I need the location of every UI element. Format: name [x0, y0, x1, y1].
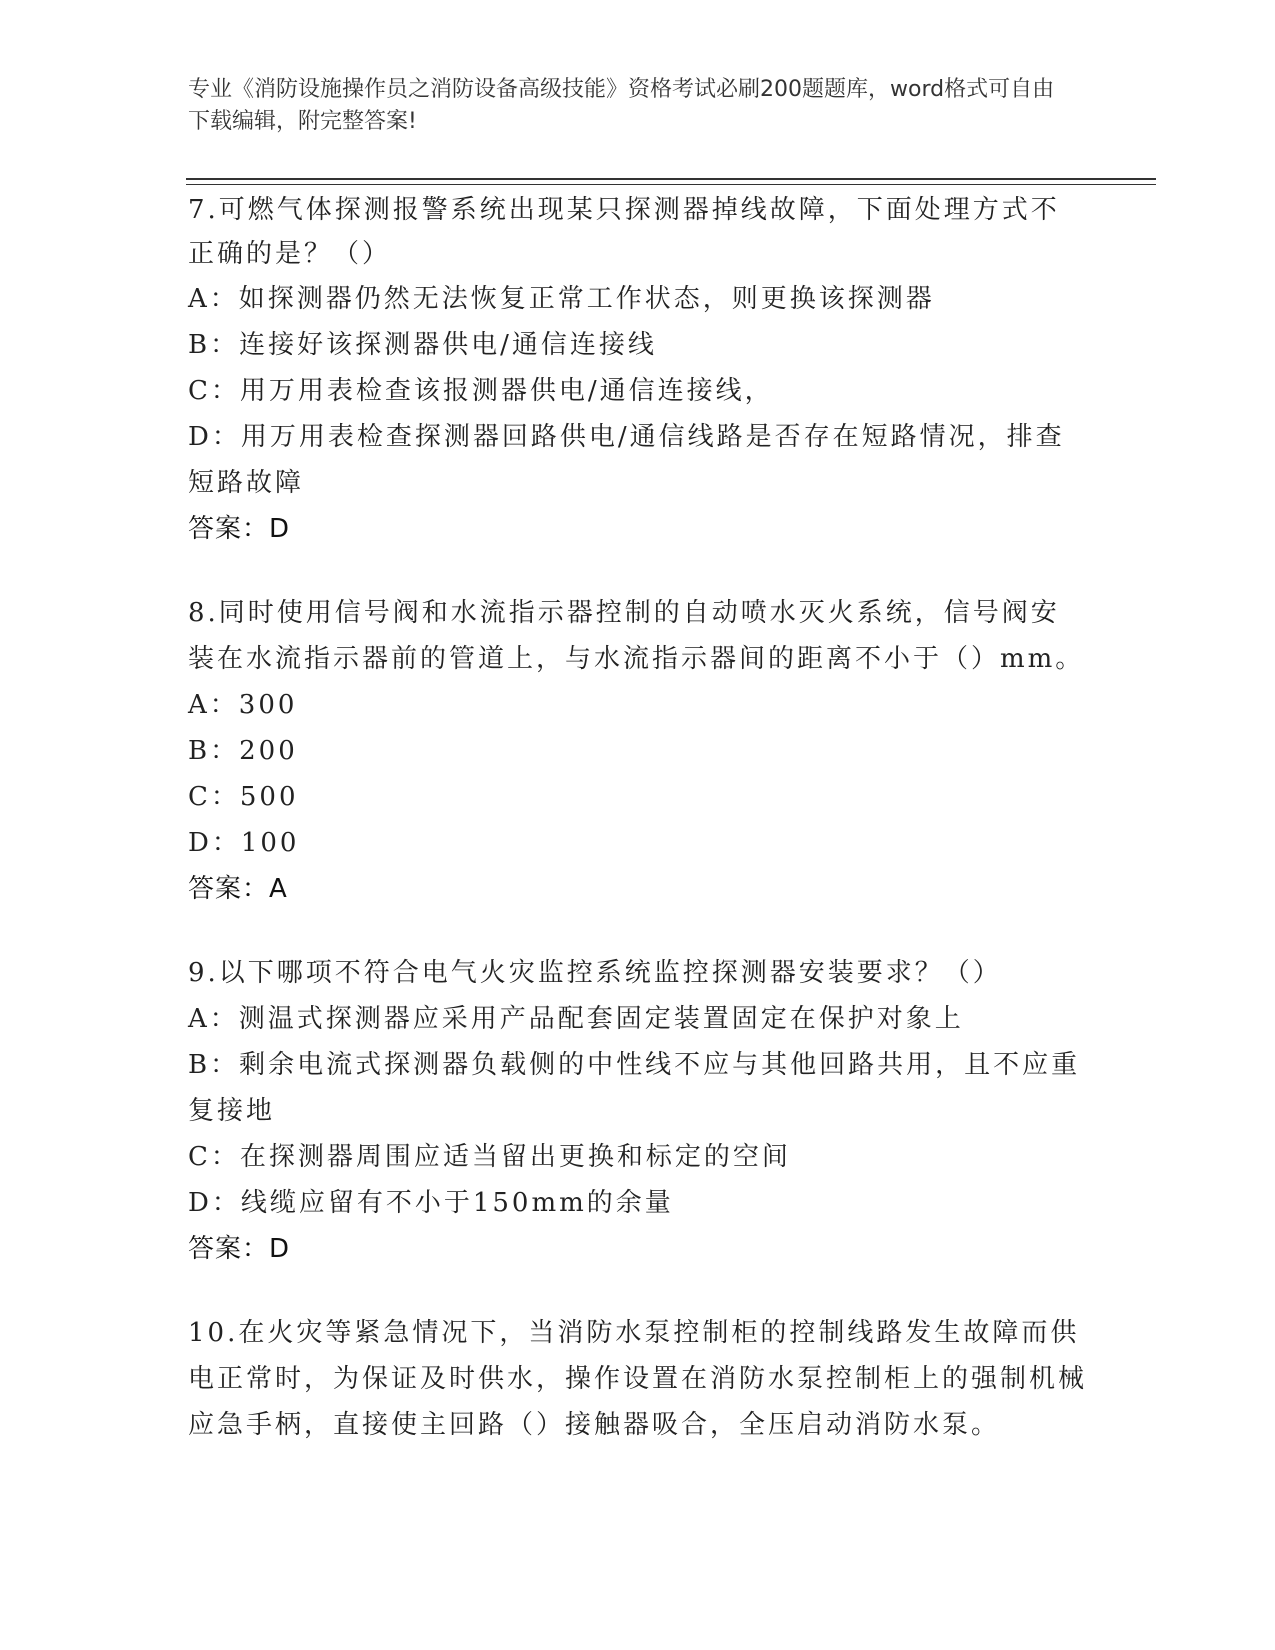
option-b: B：连接好该探测器供电/通信连接线	[188, 330, 657, 360]
question-text: 8.同时使用信号阀和水流指示器控制的自动喷水灭火系统，信号阀安装在水流指示器前的管道上，与水流指示器间的距离不小于（）mm。	[188, 598, 1085, 674]
answer: 答案：A	[188, 874, 288, 904]
question-text: 10.在火灾等紧急情况下，当消防水泵控制柜的控制线路发生故障而供电正常时，为保证及时供水，操作设置在消防水泵控制柜上的强制机械应急手柄，直接使主回路（）接触器吸合，全压启动消防水泵。	[188, 1318, 1088, 1440]
option-a: A：如探测器仍然无法恢复正常工作状态，则更换该探测器	[188, 284, 935, 314]
question-7	[188, 188, 1088, 552]
answer: 答案：D	[188, 514, 291, 544]
question-10	[188, 1310, 1088, 1448]
option-a: A：测温式探测器应采用产品配套固定装置固定在保护对象上	[188, 1004, 964, 1034]
document-header: 专业《消防设施操作员之消防设备高级技能》资格考试必刷200题题库，word格式可自由下载编辑，附完整答案!	[188, 77, 1055, 134]
header-divider-thin	[186, 184, 1156, 185]
option-d: D：线缆应留有不小于150mm的余量	[188, 1188, 674, 1218]
option-a: A：300	[188, 690, 298, 720]
option-d: D：用万用表检查探测器回路供电/通信线路是否存在短路情况，排查短路故障	[188, 422, 1065, 498]
question-9	[188, 950, 1088, 1272]
option-d: D：100	[188, 828, 300, 858]
header-divider-thick	[186, 178, 1156, 180]
question-8	[188, 590, 1088, 912]
answer: 答案：D	[188, 1234, 291, 1264]
option-c: C：用万用表检查该报测器供电/通信连接线，	[188, 376, 774, 406]
question-list	[188, 188, 1088, 1486]
option-c: C：500	[188, 782, 299, 812]
question-text: 7.可燃气体探测报警系统出现某只探测器掉线故障，下面处理方式不正确的是？（）	[188, 195, 1060, 269]
question-text: 9.以下哪项不符合电气火灾监控系统监控探测器安装要求？（）	[188, 958, 1002, 988]
option-b: B：剩余电流式探测器负载侧的中性线不应与其他回路共用，且不应重复接地	[188, 1050, 1081, 1126]
option-b: B：200	[188, 736, 298, 766]
option-c: C：在探测器周围应适当留出更换和标定的空间	[188, 1142, 791, 1172]
